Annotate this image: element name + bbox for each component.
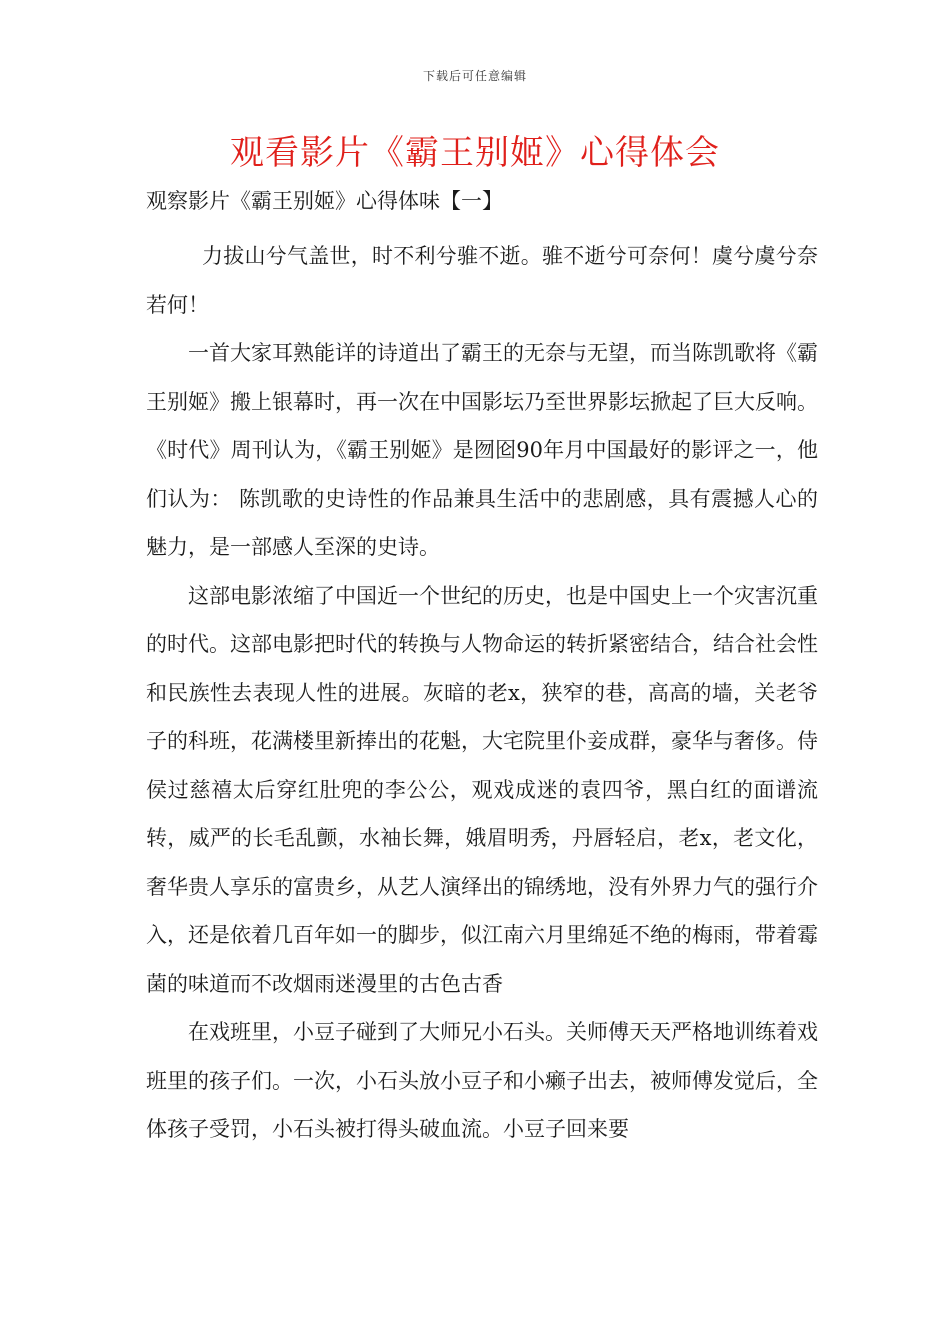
paragraph: 这部电影浓缩了中国近一个世纪的历史，也是中国史上一个灾害沉重的时代。这部电影把时代的转换与人物命运的转折紧密结合，结合社会性和民族性去表现人性的进展。灰暗的老x，狭窄的巷，高高的墙，关老爷子的科班，花满楼里新捧出的花魁，大宅院里仆妾成群，豪华与奢侈。侍侯过慈禧太后穿红肚兜的李公公，观戏成迷的袁四爷，黑白红的面谱流转，威严的长毛乱颤，水袖长舞，娥眉明秀，丹唇轻启，老x，老文化，奢华贵人享乐的富贵乡，从艺人演绎出的锦绣地，没有外界力气的强行介入，还是依着几百年如一的脚步，似江南六月里绵延不绝的梅雨，带着霉菌的味道而不改烟雨迷漫里的古色古香 xyxy=(146,583,818,996)
paragraph: 在戏班里，小豆子碰到了大师兄小石头。关师傅天天严格地训练着戏班里的孩子们。一次，小石头放小豆子和小癞子出去，被师傅发觉后，全体孩子受罚，小石头被打得头破血流。小豆子回来要 xyxy=(146,1020,818,1141)
document-title: 观看影片《霸王别姬》心得体会 xyxy=(230,133,720,173)
document-body xyxy=(146,232,818,1154)
paragraph: 一首大家耳熟能详的诗道出了霸王的无奈与无望，而当陈凯歌将《霸王别姬》搬上银幕时，再一次在中国影坛乃至世界影坛掀起了巨大反响。《时代》周刊认为，《霸王别姬》是囫囵90年月中国最好的影评之一，他们认为： 陈凯歌的史诗性的作品兼具生活中的悲剧感，具有震撼人心的魅力，是一部感人至深的史诗。 xyxy=(146,341,818,559)
section-subtitle: 观察影片《霸王别姬》心得体味【一】 xyxy=(146,189,503,213)
page-header-note: 下载后可任意编辑 xyxy=(422,69,527,83)
paragraph-poem: 力拔山兮气盖世，时不利兮骓不逝。骓不逝兮可奈何！虞兮虞兮奈若何！ xyxy=(146,244,818,317)
